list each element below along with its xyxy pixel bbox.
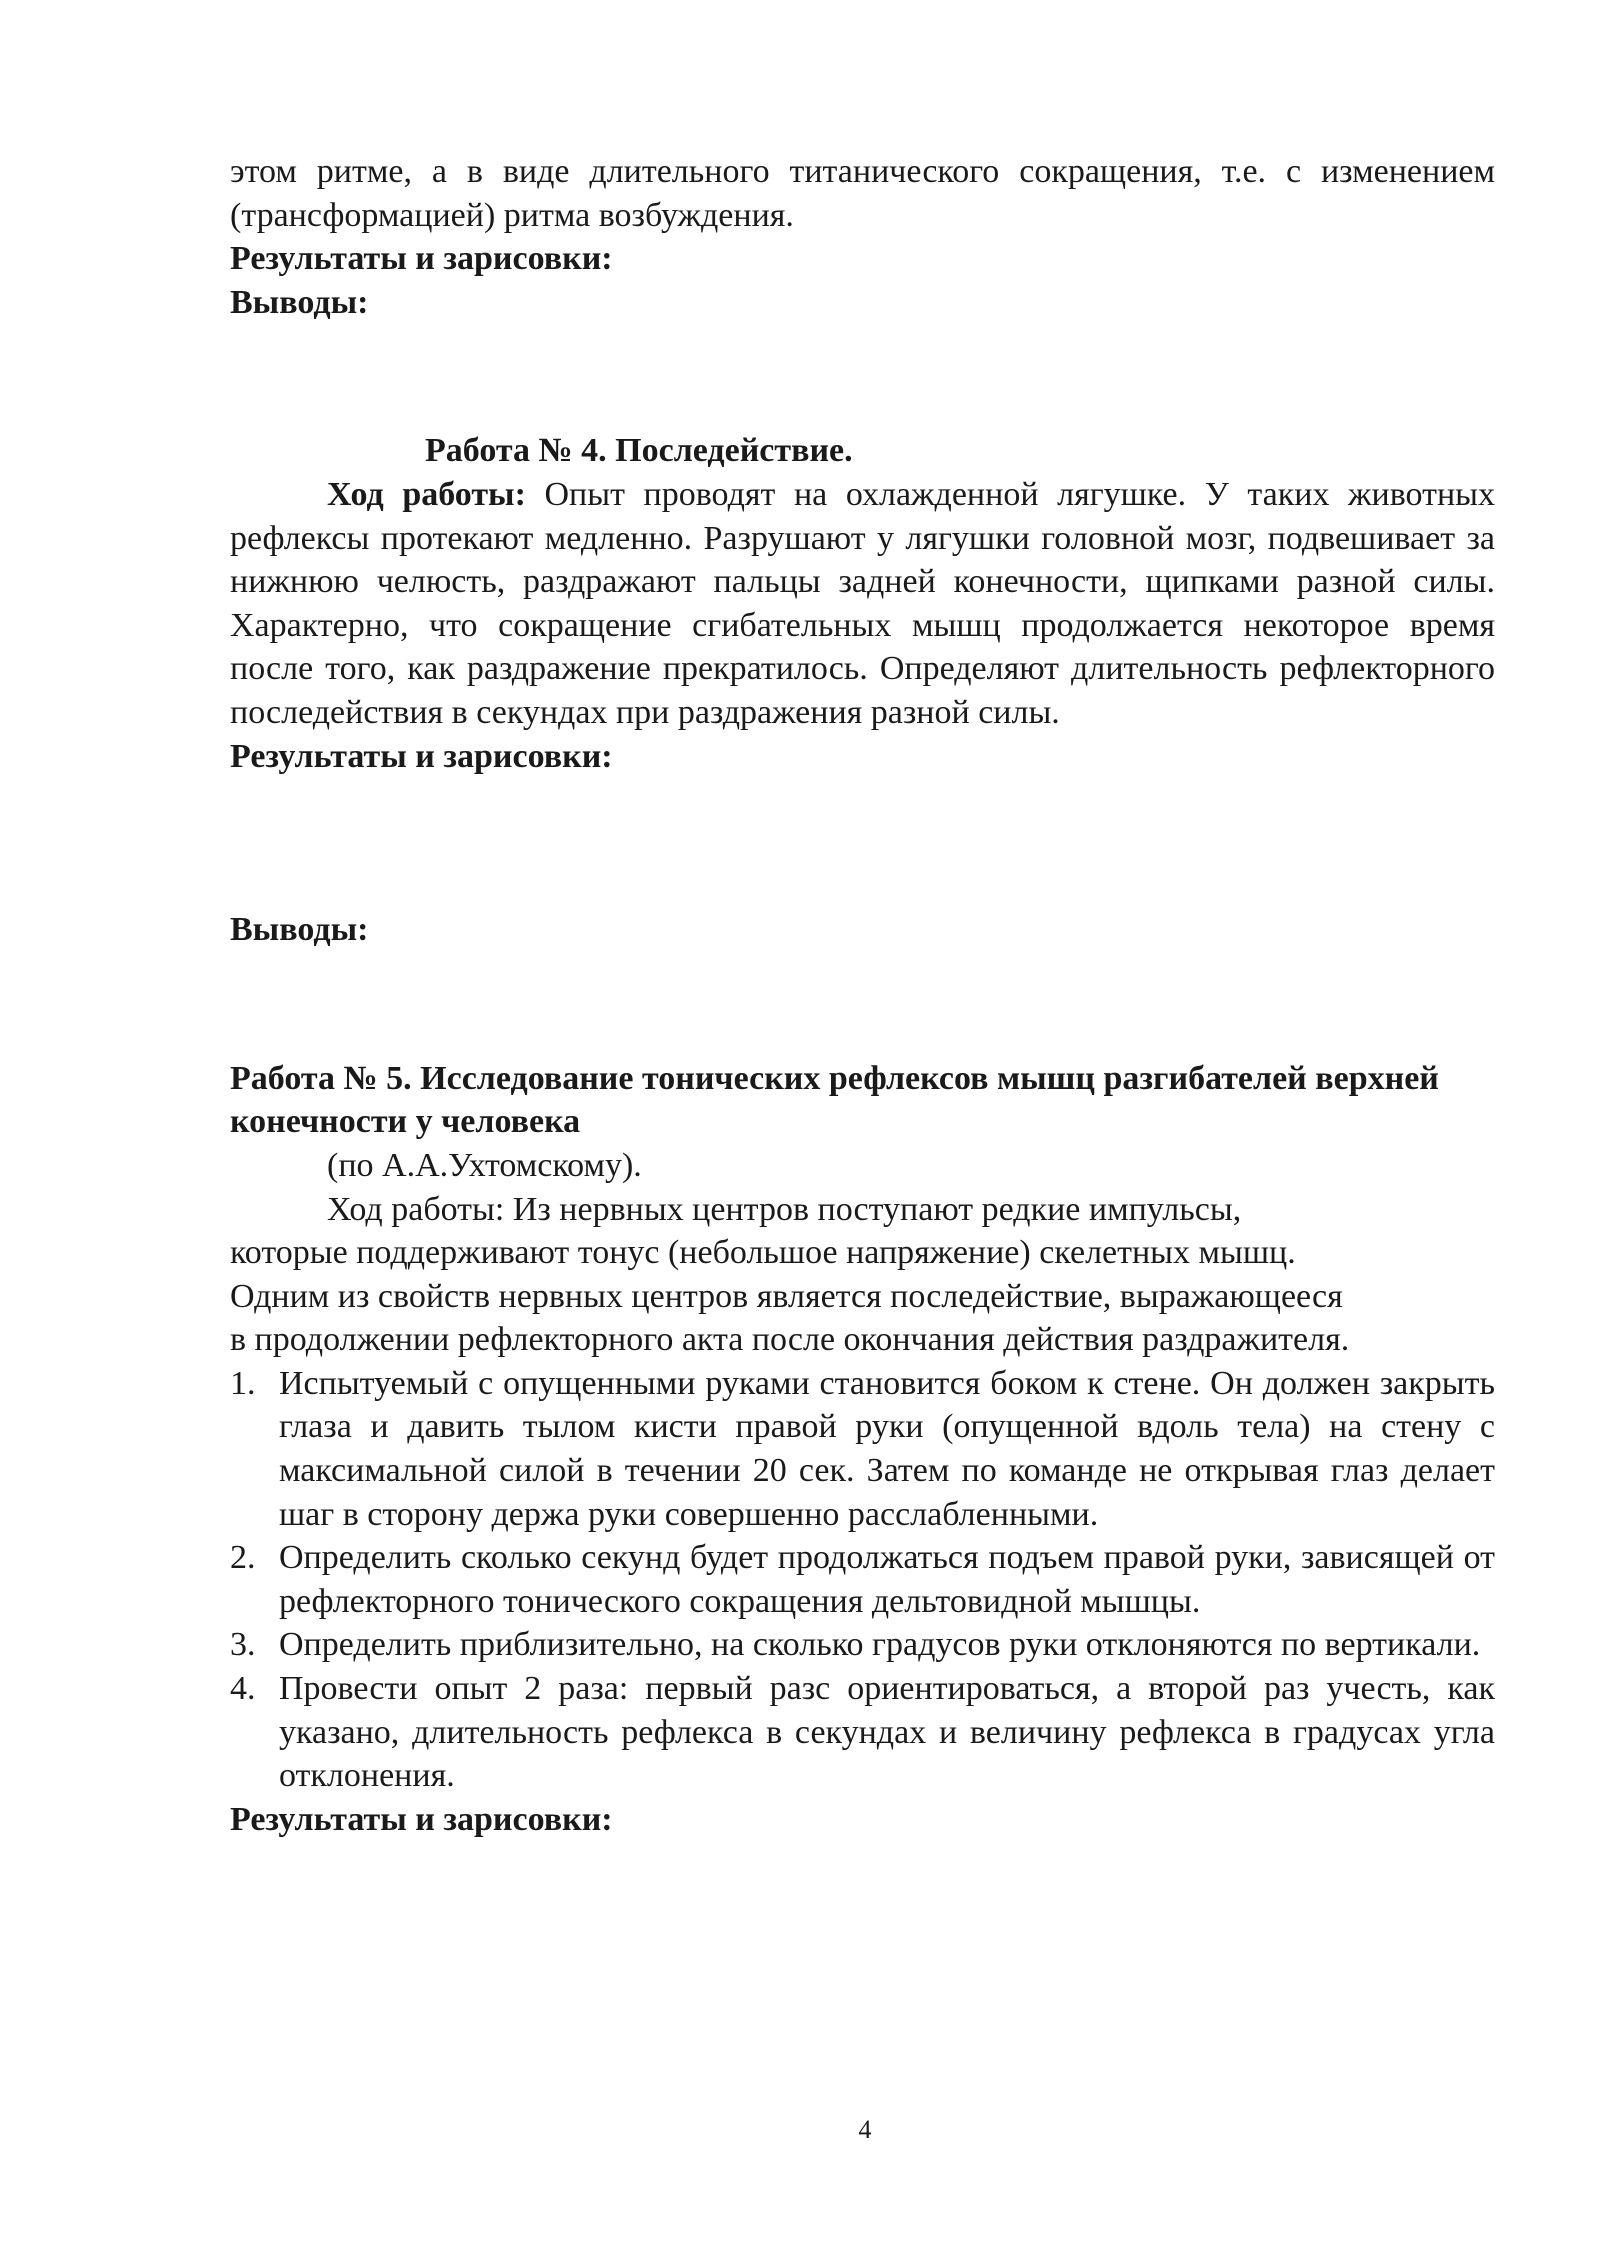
list-item-number: 4. xyxy=(230,1670,256,1708)
list-item-text: Определить сколько секунд будет продолжаться подъем правой руки, зависящей от рефлекторного тонического сокращения дельтовидной мышцы. xyxy=(279,1539,1495,1620)
intro-continuation-paragraph: этом ритме, а в виде длительного титанического сокращения, т.е. с изменением (трансформацией) ритма возбуждения. xyxy=(230,153,1495,234)
spacer xyxy=(230,324,1495,429)
work4-procedure-paragraph xyxy=(230,473,1495,735)
list-item xyxy=(230,1667,1495,1798)
list-item-number: 1. xyxy=(230,1364,256,1402)
work5-procedure-line: Ход работы: Из нервных центров поступают редкие импульсы, xyxy=(327,1190,1242,1228)
work4-results-heading: Результаты и зарисовки: xyxy=(230,737,613,775)
list-item-text: Определить приблизительно, на сколько градусов руки отклоняются по вертикали. xyxy=(279,1626,1481,1664)
work5-procedure-line: Одним из свойств нервных центров является последействие, выражающееся xyxy=(230,1277,1343,1315)
work4-title: Работа № 4. Последействие. xyxy=(425,432,853,470)
work5-results-heading: Результаты и зарисовки: xyxy=(230,1800,613,1838)
list-item xyxy=(230,1623,1495,1667)
list-item-text: Испытуемый с опущенными руками становится боком к стене. Он должен закрыть глаза и давить тылом кисти правой руки (опущенной вдоль тела) на стену с максимальной силой в течении 20 сек. Затем по команде не открывая глаз делает шаг в сторону держа руки совершенно расслабленными. xyxy=(279,1364,1495,1533)
work5-procedure-line: которые поддерживают тонус (небольшое напряжение) скелетных мышц. xyxy=(230,1234,1296,1272)
list-item-text: Провести опыт 2 раза: первый разс ориентироваться, а второй раз учесть, как указано, длительность рефлекса в секундах и величину рефлекса в градусах угла отклонения. xyxy=(279,1670,1495,1795)
list-item xyxy=(230,1536,1495,1623)
work4-procedure-label: Ход работы: xyxy=(327,475,526,513)
spacer xyxy=(230,778,1495,908)
list-item xyxy=(230,1362,1495,1536)
work4-procedure-text: Опыт проводят на охлажденной лягушке. У таких животных рефлексы протекают медленно. Разрушают у лягушки головной мозг, подвешивает за нижнюю челюсть, раздражают пальцы задней конечности, щипками разной силы. Характерно, что сокращение сгибательных мышц продолжается некоторое время после того, как раздражение прекратилось. Определяют длительность рефлекторного последействия в секундах при раздражения разной силы. xyxy=(230,475,1495,731)
intro-results-heading: Результаты и зарисовки: xyxy=(230,240,613,278)
intro-conclusions-heading: Выводы: xyxy=(230,283,369,321)
list-item-number: 2. xyxy=(230,1539,256,1577)
work4-conclusions-heading: Выводы: xyxy=(230,911,369,949)
work5-title: Работа № 5. Исследование тонических рефлексов мышц разгибателей верхней конечности у человека xyxy=(230,1059,1439,1141)
work5-procedure-line: в продолжении рефлекторного акта после окончания действия раздражителя. xyxy=(230,1321,1350,1359)
work5-steps-list xyxy=(230,1362,1495,1798)
work5-attribution: (по А.А.Ухтомскому). xyxy=(327,1146,642,1184)
list-item-number: 3. xyxy=(230,1626,256,1664)
spacer xyxy=(230,952,1495,1057)
document-page xyxy=(230,150,1495,1841)
page-number: 4 xyxy=(858,2115,872,2144)
